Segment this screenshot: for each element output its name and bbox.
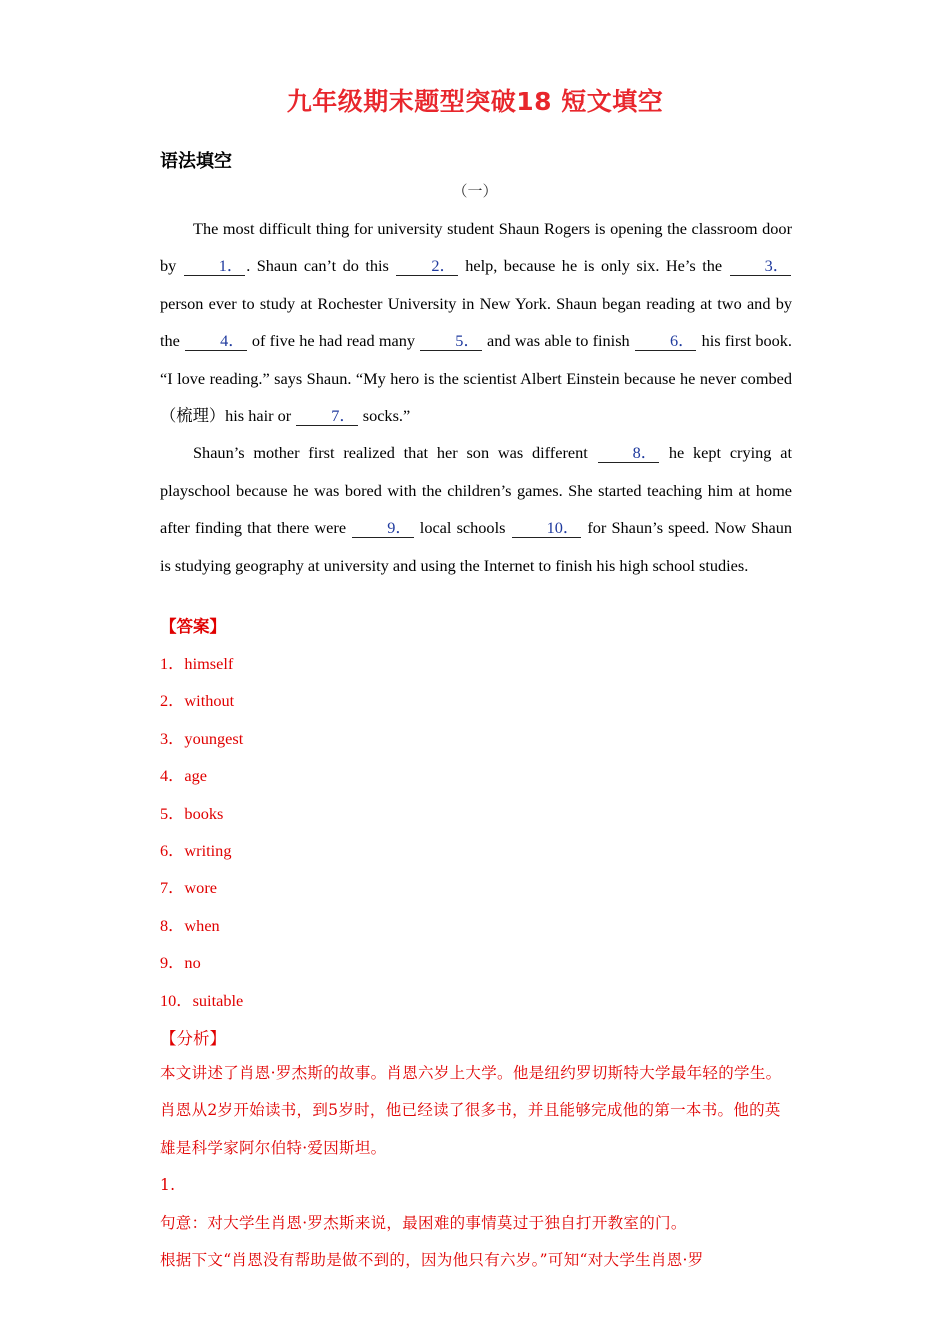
- blank-10[interactable]: 10．: [512, 519, 582, 538]
- passage-text: local schools: [414, 518, 511, 538]
- answer-label: 【答案】: [160, 617, 226, 636]
- analysis-summary: 本文讲述了肖恩·罗杰斯的故事。肖恩六岁上大学。他是纽约罗切斯特大学最年轻的学生。肖恩从2岁开始读书，到5岁时，他已经读了很多书，并且能够完成他的第一本书。他的英雄是科学家阿尔伯特·爱因斯坦。: [160, 1064, 782, 1157]
- answer-item: 5．books: [160, 803, 224, 823]
- passage-text: of five he had read many: [247, 331, 420, 351]
- passage-text: his first book. “I love reading.” says Shaun. “My hero is the scientist Albert Einstein because he never combed（梳理）his hair or: [160, 331, 792, 426]
- answer-item: 8．when: [160, 915, 220, 935]
- page-title: 九年级期末题型突破18 短文填空: [286, 87, 664, 116]
- analysis-reasoning: 根据下文“肖恩没有帮助是做不到的，因为他只有六岁。”可知“对大学生肖恩·罗: [160, 1251, 704, 1270]
- passage-paragraph-1: [160, 210, 792, 434]
- passage-text: and was able to finish: [482, 331, 634, 351]
- passage-text: person ever to study at Rochester University in New York. Shaun began reading at two and by the: [160, 293, 792, 351]
- analysis-sentence-meaning: 句意：对大学生肖恩·罗杰斯来说，最困难的事情莫过于独自打开教室的门。: [160, 1213, 687, 1232]
- blank-8[interactable]: 8．: [598, 444, 659, 463]
- analysis-item-number: 1.: [160, 1176, 176, 1195]
- answer-item: 10．suitable: [160, 990, 244, 1010]
- blank-1[interactable]: 1．: [184, 257, 245, 276]
- passage-text: The most difficult thing for university student Shaun Rogers is opening the classroom door by: [160, 219, 792, 276]
- blank-4[interactable]: 4．: [185, 332, 246, 351]
- answer-item: 2．without: [160, 691, 235, 711]
- answer-item: 7．wore: [160, 878, 217, 898]
- analysis-section: [160, 1055, 792, 1279]
- passage-text: he kept crying at playschool because he was bored with the children’s games. She started teaching him at home after finding that there were: [160, 443, 792, 538]
- blank-3[interactable]: 3．: [730, 257, 791, 276]
- answer-item: 4．age: [160, 766, 208, 786]
- passage-number: （一）: [452, 184, 498, 200]
- passage-text: socks.”: [358, 406, 411, 426]
- answer-item: 1．himself: [160, 654, 234, 673]
- blank-5[interactable]: 5．: [420, 332, 481, 351]
- passage-text: for Shaun’s speed. Now Shaun is studying geography at university and using the Internet to finish his high school studies.: [160, 518, 792, 575]
- blank-7[interactable]: 7．: [296, 407, 357, 426]
- passage: [160, 210, 792, 584]
- passage-text: Shaun’s mother first realized that her son was different: [193, 443, 597, 463]
- answer-list: [160, 645, 243, 1019]
- answer-item: 3．youngest: [160, 728, 244, 748]
- answer-item: 9．no: [160, 953, 201, 973]
- blank-2[interactable]: 2．: [396, 257, 457, 276]
- blank-6[interactable]: 6．: [635, 332, 696, 351]
- blank-9[interactable]: 9．: [352, 519, 413, 538]
- section-heading: 语法填空: [160, 151, 232, 172]
- analysis-label: 【分析】: [160, 1029, 226, 1048]
- passage-text: help, because he is only six. He’s the: [458, 256, 729, 276]
- passage-paragraph-2: [160, 434, 792, 584]
- answer-item: 6．writing: [160, 840, 232, 860]
- passage-text: . Shaun can’t do this: [246, 256, 396, 276]
